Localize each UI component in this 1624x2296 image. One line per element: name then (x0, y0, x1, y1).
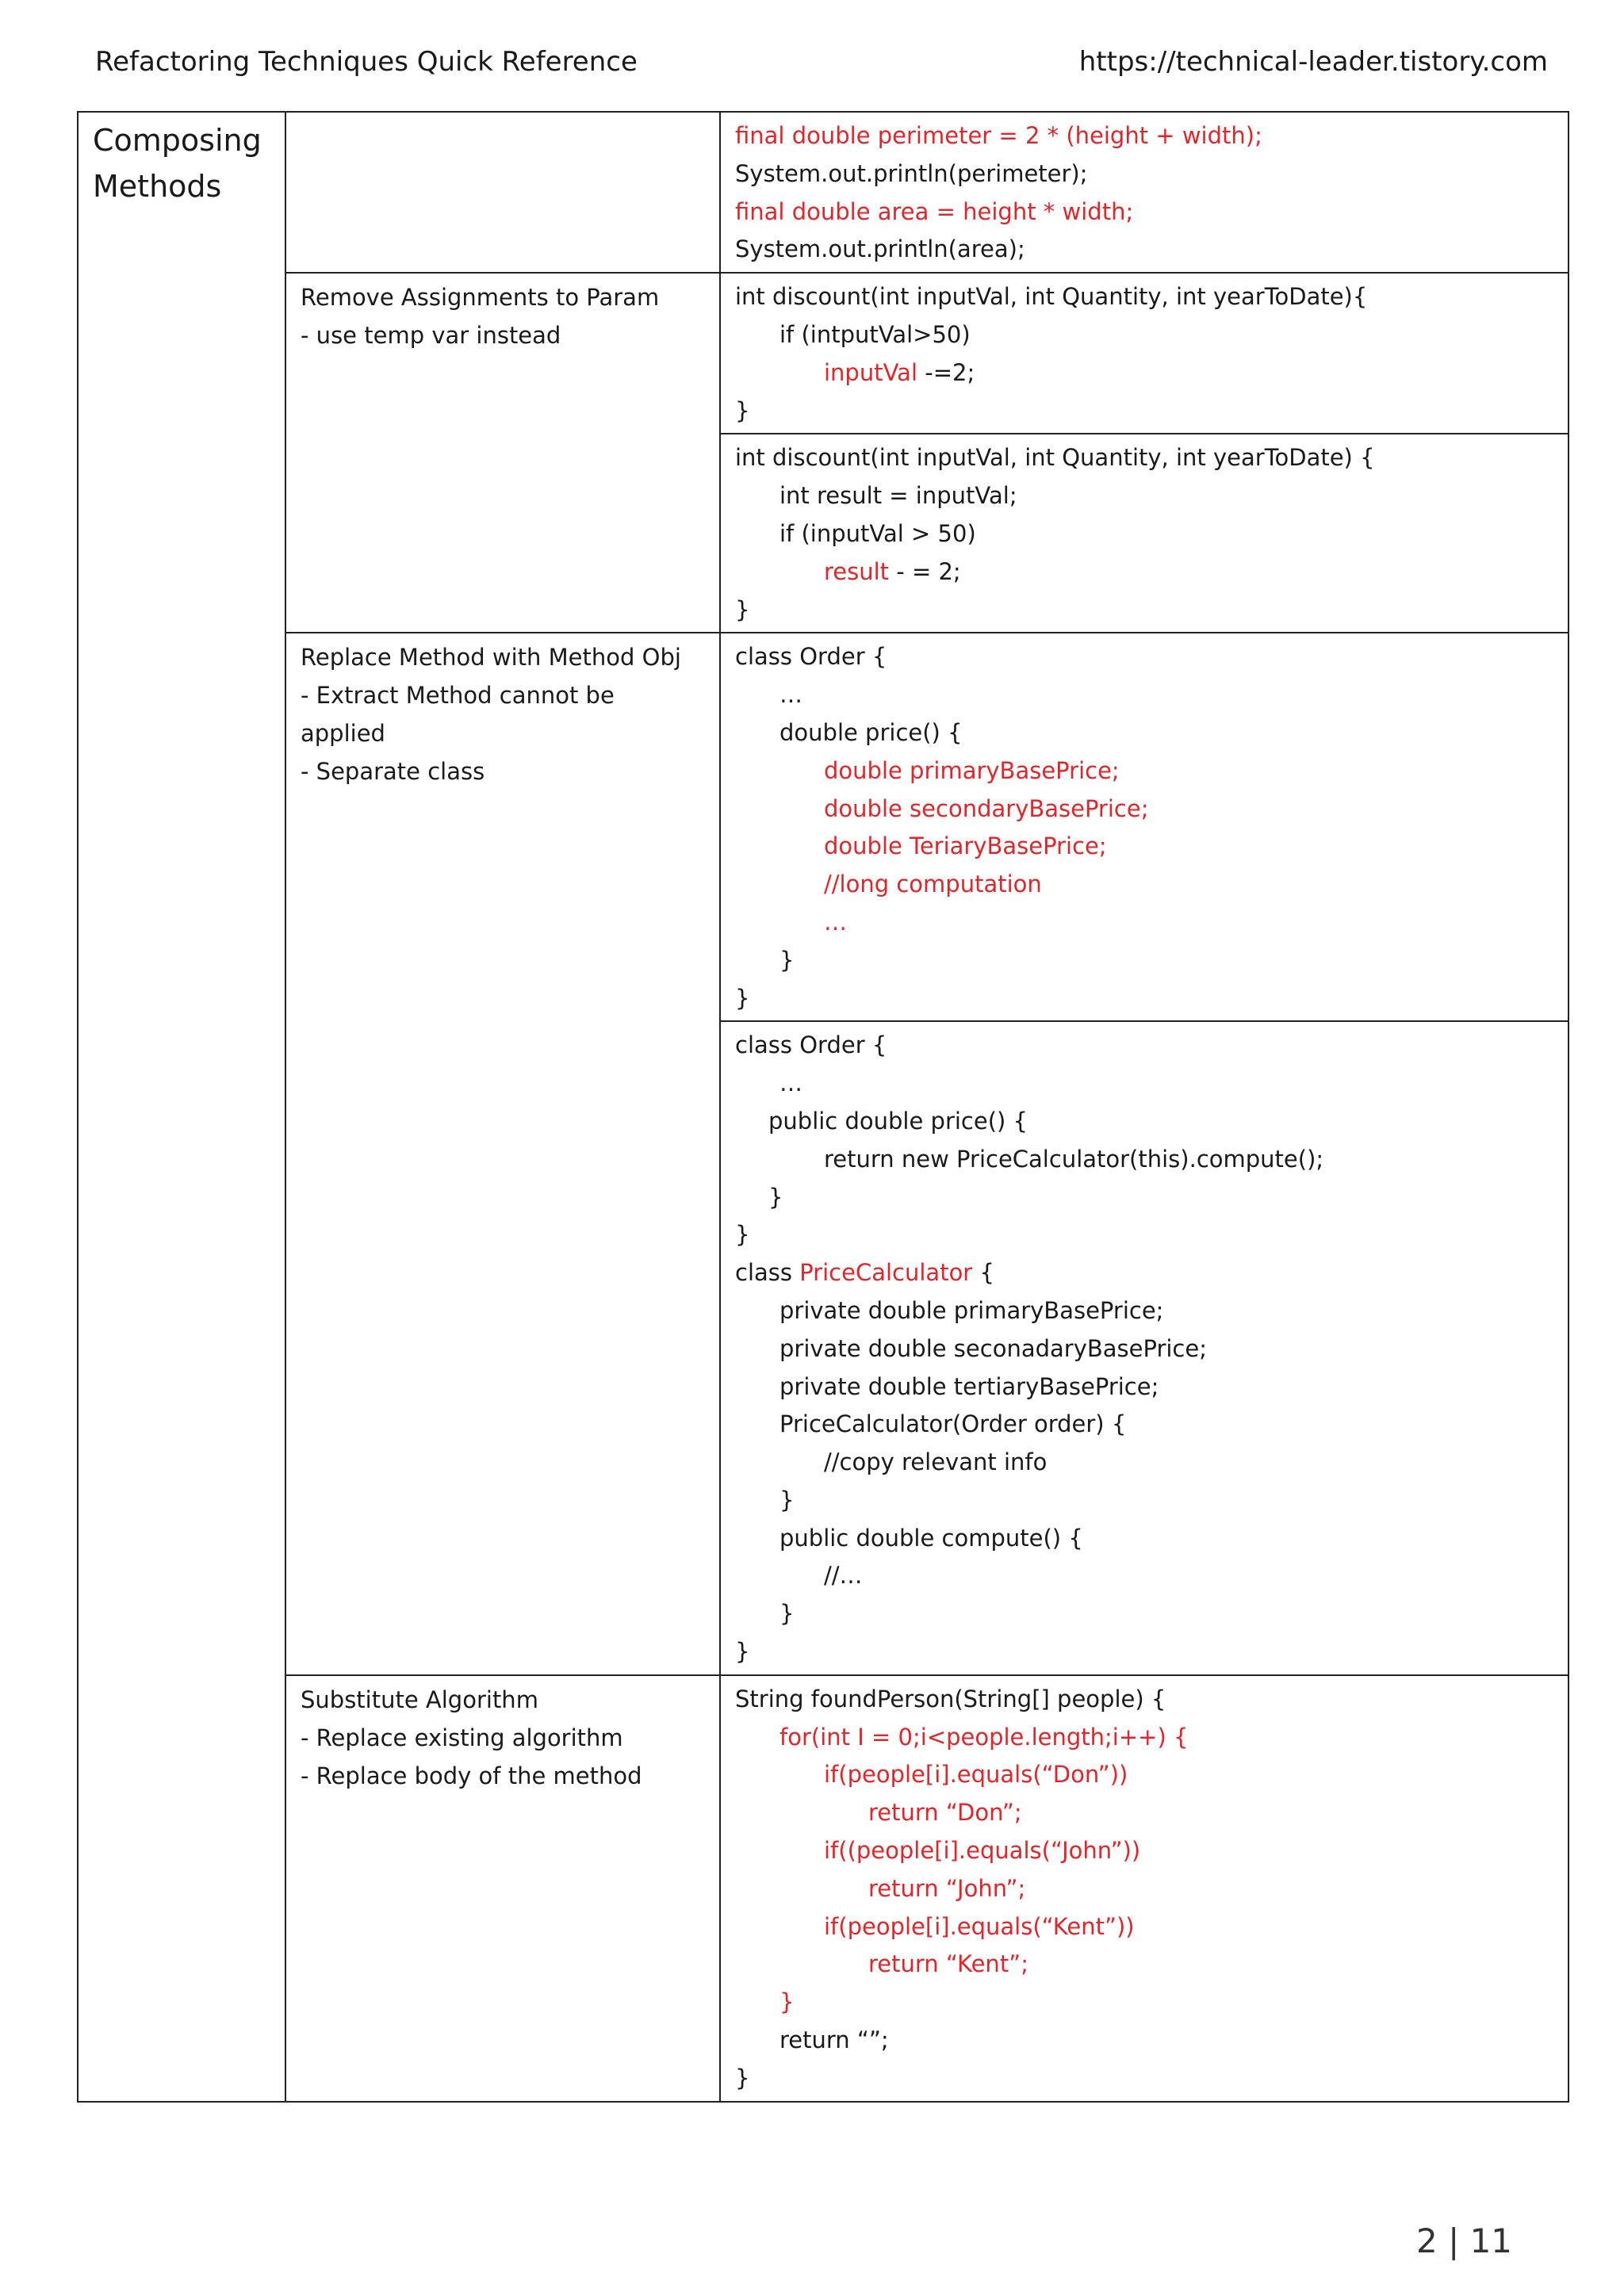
code-line (735, 439, 1553, 477)
code-fragment: return new PriceCalculator(this).compute(); (824, 1145, 1324, 1173)
code-fragment: if (intputVal>50) (779, 320, 971, 348)
code-line (735, 1633, 1553, 1671)
code-line (735, 1482, 1553, 1520)
highlighted-code-fragment: if((people[i].equals(“John”)) (824, 1837, 1141, 1865)
code-fragment: } (779, 946, 795, 974)
code-fragment: String foundPerson(String[] people) { (735, 1685, 1166, 1712)
page-header (95, 46, 1548, 84)
code-fragment: public double price() { (768, 1107, 1028, 1135)
code-line (735, 1103, 1553, 1141)
blog-url: https://technical-leader.tistory.com (1078, 46, 1548, 78)
code-line (735, 1444, 1553, 1482)
technique-note: - Extract Method cannot be applied (301, 682, 615, 748)
code-line (735, 1254, 1553, 1292)
code-line (735, 477, 1553, 515)
technique-cell (285, 273, 720, 633)
code-fragment: } (735, 1221, 750, 1249)
code-fragment: } (735, 396, 750, 424)
code-line (735, 278, 1553, 316)
code-fragment: class Order { (735, 643, 887, 671)
category-label: Composing (93, 123, 262, 158)
technique-cell (285, 112, 720, 273)
code-line (735, 980, 1553, 1018)
code-fragment: … (779, 1070, 802, 1097)
code-line (735, 155, 1553, 193)
code-example-cell (720, 273, 1568, 434)
code-fragment: } (735, 1638, 750, 1666)
code-line (735, 1756, 1553, 1794)
highlighted-code-fragment: return “Don”; (868, 1799, 1022, 1827)
code-line (735, 193, 1553, 232)
code-line (735, 117, 1553, 155)
highlighted-code-fragment: PriceCalculator (799, 1259, 973, 1287)
refactoring-table (77, 111, 1569, 2103)
code-example-cell (720, 434, 1568, 633)
code-fragment: -=2; (917, 358, 975, 386)
code-fragment: public double compute() { (779, 1524, 1083, 1552)
code-line (735, 714, 1553, 752)
technique-name: Substitute Algorithm (301, 1686, 538, 1713)
code-line (735, 392, 1553, 430)
code-line (735, 1406, 1553, 1444)
code-line (735, 1179, 1553, 1217)
code-fragment: - = 2; (889, 557, 961, 585)
code-line (735, 828, 1553, 866)
code-line (735, 1595, 1553, 1633)
code-line (735, 638, 1553, 676)
code-line (735, 1719, 1553, 1757)
code-line (735, 354, 1553, 392)
highlighted-code-fragment: result (824, 557, 890, 585)
highlighted-code-fragment: return “Kent”; (868, 1950, 1028, 1978)
code-fragment: System.out.println(perimeter); (735, 159, 1088, 187)
code-fragment: int discount(int inputVal, int Quantity, int yearToDate){ (735, 283, 1368, 311)
highlighted-code-fragment: } (779, 1988, 795, 2016)
table-row (78, 112, 1568, 273)
code-example-cell (720, 1675, 1568, 2102)
code-fragment: //… (824, 1562, 863, 1590)
technique-cell (285, 633, 720, 1675)
code-fragment: } (735, 2064, 750, 2091)
code-line (735, 942, 1553, 980)
highlighted-code-fragment: double TeriaryBasePrice; (824, 832, 1107, 860)
highlighted-code-fragment: if(people[i].equals(“Don”)) (824, 1761, 1128, 1789)
code-fragment: if (inputVal > 50) (779, 519, 976, 547)
code-line (735, 904, 1553, 942)
highlighted-code-fragment: return “John”; (868, 1874, 1026, 1902)
code-fragment: //copy relevant info (824, 1448, 1048, 1476)
code-fragment: int discount(int inputVal, int Quantity, int yearToDate) { (735, 444, 1375, 472)
document-title: Refactoring Techniques Quick Reference (95, 46, 638, 78)
code-fragment: } (779, 1486, 795, 1513)
code-line (735, 1520, 1553, 1558)
highlighted-code-fragment: … (824, 908, 847, 936)
code-line (735, 1027, 1553, 1065)
code-line (735, 515, 1553, 553)
code-line (735, 790, 1553, 828)
technique-name: Replace Method with Method Obj (301, 644, 681, 672)
code-example-cell (720, 633, 1568, 1021)
technique-note: - Replace body of the method (301, 1762, 642, 1789)
code-line (735, 231, 1553, 269)
code-line (735, 1794, 1553, 1832)
technique-note: - Replace existing algorithm (301, 1724, 623, 1751)
code-line (735, 1908, 1553, 1946)
code-line (735, 752, 1553, 790)
code-fragment: } (735, 984, 750, 1012)
code-fragment: private double seconadaryBasePrice; (779, 1334, 1207, 1362)
code-line (735, 1946, 1553, 1984)
technique-note: - use temp var instead (301, 322, 561, 350)
category-cell (78, 112, 285, 2102)
technique-name: Remove Assignments to Param (301, 284, 660, 312)
highlighted-code-fragment: for(int I = 0;i<people.length;i++) { (779, 1723, 1189, 1751)
page-number: 2 | 11 (1416, 2221, 1513, 2260)
code-line (735, 591, 1553, 629)
highlighted-code-fragment: if(people[i].equals(“Kent”)) (824, 1912, 1135, 1940)
code-fragment: double price() { (779, 718, 963, 746)
code-line (735, 1292, 1553, 1330)
technique-note: - Separate class (301, 758, 485, 786)
code-line (735, 1330, 1553, 1368)
code-fragment: private double primaryBasePrice; (779, 1296, 1164, 1324)
code-fragment: … (779, 681, 802, 709)
category-label: Methods (93, 169, 222, 204)
code-fragment: private double tertiaryBasePrice; (779, 1372, 1159, 1400)
code-line (735, 1681, 1553, 1719)
table-row (78, 633, 1568, 1021)
code-line (735, 316, 1553, 354)
code-line (735, 2022, 1553, 2060)
code-fragment: } (735, 595, 750, 623)
code-line (735, 1141, 1553, 1179)
highlighted-code-fragment: double primaryBasePrice; (824, 756, 1120, 784)
code-line (735, 553, 1553, 591)
code-line (735, 2060, 1553, 2098)
highlighted-code-fragment: final double perimeter = 2 * (height + width); (735, 122, 1262, 149)
highlighted-code-fragment: inputVal (824, 358, 918, 386)
code-fragment: int result = inputVal; (779, 482, 1017, 510)
code-line (735, 866, 1553, 904)
code-line (735, 1368, 1553, 1406)
code-fragment: PriceCalculator(Order order) { (779, 1410, 1127, 1438)
table-row (78, 1675, 1568, 2102)
code-line (735, 676, 1553, 714)
highlighted-code-fragment: double secondaryBasePrice; (824, 794, 1149, 822)
code-fragment: class Order { (735, 1031, 887, 1059)
highlighted-code-fragment: //long computation (824, 871, 1042, 898)
code-line (735, 1832, 1553, 1870)
code-example-cell (720, 112, 1568, 273)
table-row (78, 273, 1568, 434)
technique-cell (285, 1675, 720, 2102)
code-fragment: return “”; (779, 2026, 889, 2054)
code-fragment: { (972, 1259, 994, 1287)
code-line (735, 1984, 1553, 2022)
code-line (735, 1870, 1553, 1908)
highlighted-code-fragment: final double area = height * width; (735, 197, 1134, 225)
code-fragment: } (779, 1600, 795, 1628)
code-line (735, 1557, 1553, 1595)
code-fragment: } (768, 1183, 783, 1211)
code-line (735, 1216, 1553, 1254)
code-fragment: class (735, 1259, 800, 1287)
code-example-cell (720, 1021, 1568, 1675)
code-fragment: System.out.println(area); (735, 235, 1025, 263)
code-line (735, 1065, 1553, 1103)
